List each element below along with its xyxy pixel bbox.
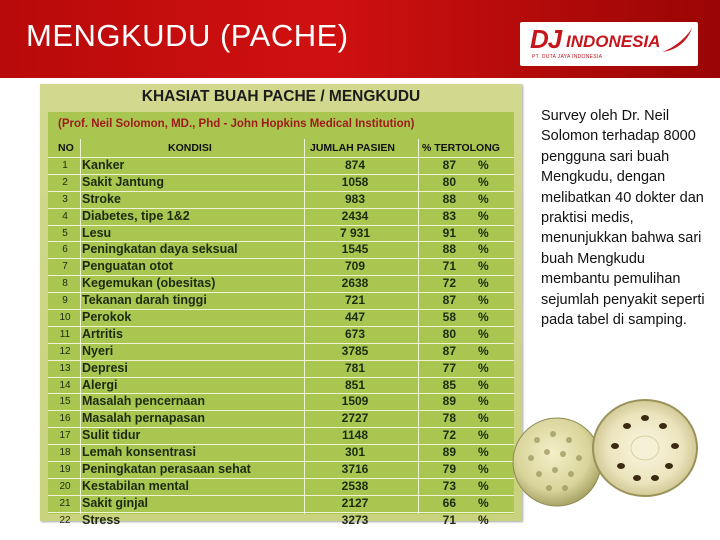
percent-symbol: % [478, 360, 489, 375]
table-row [48, 174, 514, 191]
row-persen-tertolong: 71 [442, 259, 456, 274]
table-row [48, 495, 514, 512]
row-kondisi: Peningkatan daya seksual [82, 242, 238, 257]
table-source: (Prof. Neil Solomon, MD., Phd - John Hopkins Medical Institution) [58, 118, 415, 130]
row-kondisi: Kegemukan (obesitas) [82, 276, 216, 291]
table-row [48, 461, 514, 478]
row-persen-tertolong: 77 [442, 360, 456, 375]
slide-title: MENGKUDU (PACHE) [26, 18, 349, 53]
percent-symbol: % [478, 512, 489, 527]
row-persen-tertolong: 87 [442, 343, 456, 358]
percent-symbol: % [478, 276, 489, 291]
row-no: 6 [62, 244, 68, 256]
table-row [48, 225, 514, 242]
table-row [48, 157, 514, 174]
percent-symbol: % [478, 310, 489, 325]
row-jumlah-pasien: 447 [344, 310, 366, 325]
percent-symbol: % [478, 495, 489, 510]
percent-symbol: % [478, 462, 489, 477]
row-kondisi: Alergi [82, 377, 118, 392]
row-jumlah-pasien: 781 [344, 360, 366, 375]
row-persen-tertolong: 87 [442, 158, 456, 172]
row-jumlah-pasien: 851 [344, 377, 366, 392]
row-no: 20 [59, 480, 71, 492]
row-jumlah-pasien: 2434 [341, 208, 369, 223]
percent-symbol: % [478, 208, 489, 223]
row-persen-tertolong: 89 [442, 445, 456, 460]
row-jumlah-pasien: 721 [344, 293, 366, 308]
percent-symbol: % [478, 293, 489, 308]
table-body [48, 112, 514, 527]
row-kondisi: Penguatan otot [82, 259, 173, 274]
table-row [48, 309, 514, 326]
logo-dj-mark: DJ [530, 24, 562, 54]
percent-symbol: % [478, 428, 489, 443]
row-jumlah-pasien: 983 [344, 191, 366, 206]
table-header-row [48, 139, 514, 155]
row-no: 3 [62, 193, 68, 205]
row-jumlah-pasien: 3785 [341, 343, 369, 358]
row-no: 9 [62, 295, 68, 307]
row-persen-tertolong: 80 [442, 174, 456, 189]
row-no: 22 [59, 514, 71, 526]
logo-name: INDONESIA [566, 32, 661, 51]
row-kondisi: Perokok [82, 310, 132, 325]
row-jumlah-pasien: 301 [344, 445, 366, 460]
table-row [48, 191, 514, 208]
percent-symbol: % [478, 377, 489, 392]
row-no: 10 [59, 312, 71, 324]
row-persen-tertolong: 89 [442, 394, 456, 409]
row-persen-tertolong: 78 [442, 411, 456, 426]
table-row [48, 478, 514, 495]
table-row [48, 410, 514, 427]
row-persen-tertolong: 72 [442, 276, 456, 291]
row-kondisi: Kestabilan mental [82, 478, 189, 493]
row-no: 14 [59, 379, 71, 391]
table-row [48, 444, 514, 461]
table-row [48, 292, 514, 309]
row-kondisi: Lesu [82, 225, 112, 240]
row-no: 19 [59, 464, 71, 476]
table-row [48, 512, 514, 529]
row-kondisi: Kanker [82, 158, 125, 172]
row-kondisi: Nyeri [82, 343, 114, 358]
percent-symbol: % [478, 158, 489, 172]
row-kondisi: Peningkatan perasaan sehat [82, 462, 251, 477]
row-jumlah-pasien: 3716 [341, 462, 369, 477]
row-persen-tertolong: 66 [442, 495, 456, 510]
row-no: 21 [59, 497, 71, 509]
table-row [48, 326, 514, 343]
header-bar [0, 0, 720, 78]
row-persen-tertolong: 71 [442, 512, 456, 527]
header-no: NO [58, 142, 74, 154]
table-row [48, 360, 514, 377]
row-jumlah-pasien: 1058 [341, 174, 369, 189]
percent-symbol: % [478, 478, 489, 493]
noni-fruit-image [505, 390, 715, 510]
row-no: 8 [62, 278, 68, 290]
row-jumlah-pasien: 2127 [341, 495, 369, 510]
row-persen-tertolong: 58 [442, 310, 456, 325]
row-no: 15 [59, 396, 71, 408]
row-no: 5 [62, 227, 68, 239]
row-no: 13 [59, 362, 71, 374]
logo-swoosh-icon [660, 26, 694, 56]
percent-symbol: % [478, 394, 489, 409]
row-kondisi: Depresi [82, 360, 128, 375]
row-kondisi: Sulit tidur [82, 428, 141, 443]
table-row [48, 393, 514, 410]
percent-symbol: % [478, 191, 489, 206]
row-jumlah-pasien: 2727 [341, 411, 369, 426]
header-jumlah: JUMLAH PASIEN [310, 142, 395, 154]
table-row [48, 343, 514, 360]
logo-subtext: PT. DUTA JAYA INDONESIA [532, 54, 603, 60]
row-persen-tertolong: 83 [442, 208, 456, 223]
table-row [48, 275, 514, 292]
row-jumlah-pasien: 7 931 [339, 225, 371, 240]
percent-symbol: % [478, 242, 489, 257]
table-row [48, 427, 514, 444]
row-jumlah-pasien: 1148 [341, 428, 369, 443]
row-no: 17 [59, 430, 71, 442]
percent-symbol: % [478, 445, 489, 460]
row-kondisi: Sakit Jantung [82, 174, 164, 189]
row-no: 16 [59, 413, 71, 425]
table-row [48, 241, 514, 258]
row-jumlah-pasien: 874 [344, 158, 366, 172]
row-persen-tertolong: 85 [442, 377, 456, 392]
row-kondisi: Artritis [82, 326, 123, 341]
table-row [48, 208, 514, 225]
row-kondisi: Sakit ginjal [82, 495, 148, 510]
percent-symbol: % [478, 343, 489, 358]
row-no: 18 [59, 447, 71, 459]
row-persen-tertolong: 87 [442, 293, 456, 308]
row-persen-tertolong: 91 [442, 225, 456, 240]
row-jumlah-pasien: 673 [344, 326, 366, 341]
row-no: 1 [62, 160, 68, 171]
row-jumlah-pasien: 2638 [341, 276, 369, 291]
percent-symbol: % [478, 411, 489, 426]
table-row [48, 377, 514, 394]
row-kondisi: Lemah konsentrasi [82, 445, 196, 460]
header-tertolong: % TERTOLONG [422, 142, 500, 154]
row-kondisi: Masalah pencernaan [82, 394, 205, 409]
row-jumlah-pasien: 709 [344, 259, 366, 274]
khasiat-table-panel [40, 84, 522, 527]
row-jumlah-pasien: 1545 [341, 242, 369, 257]
row-jumlah-pasien: 2538 [341, 478, 369, 493]
table-rows [48, 157, 514, 529]
row-no: 4 [62, 210, 68, 222]
percent-symbol: % [478, 326, 489, 341]
row-no: 7 [62, 261, 68, 273]
row-persen-tertolong: 80 [442, 326, 456, 341]
header-kondisi: KONDISI [168, 142, 212, 154]
row-no: 12 [59, 345, 71, 357]
percent-symbol: % [478, 225, 489, 240]
table-row [48, 258, 514, 275]
row-jumlah-pasien: 3273 [341, 512, 369, 527]
percent-symbol: % [478, 259, 489, 274]
row-persen-tertolong: 79 [442, 462, 456, 477]
row-jumlah-pasien: 1509 [341, 394, 369, 409]
row-persen-tertolong: 72 [442, 428, 456, 443]
table-title: KHASIAT BUAH PACHE / MENGKUDU [141, 88, 421, 105]
row-no: 2 [62, 176, 68, 188]
row-kondisi: Stress [82, 512, 121, 527]
row-kondisi: Tekanan darah tinggi [82, 293, 207, 308]
percent-symbol: % [478, 174, 489, 189]
row-persen-tertolong: 88 [442, 242, 456, 257]
row-persen-tertolong: 88 [442, 191, 456, 206]
row-no: 11 [59, 328, 71, 340]
row-kondisi: Diabetes, tipe 1&2 [82, 208, 190, 223]
row-persen-tertolong: 73 [442, 478, 456, 493]
survey-description: Survey oleh Dr. Neil Solomon terhadap 8000 pengguna sari buah Mengkudu, dengan melibatkan 40 dokter dan praktisi medis, menunjukkan bahwa sari buah Mengkudu membantu pemulihan sejumlah penyakit seperti pada tabel di samping. [541, 108, 705, 329]
row-kondisi: Stroke [82, 191, 121, 206]
dj-indonesia-logo [520, 22, 698, 66]
row-kondisi: Masalah pernapasan [82, 411, 205, 426]
